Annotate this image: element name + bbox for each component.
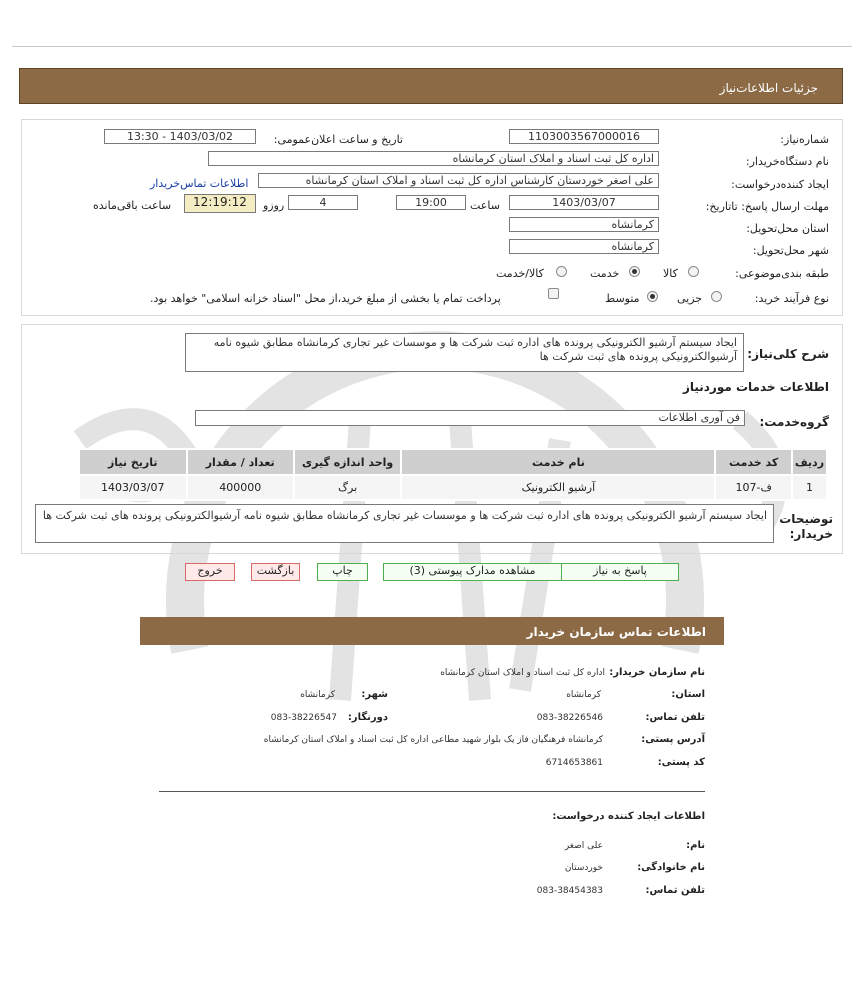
description-field: ایجاد سیستم آرشیو الکترونیکی پرونده های اداره ثبت شرکت ها و موسسات غیر تجاری کرمانشاه مطابق شیوه نامه آرشیوالکترونیکی پرونده های ثبت شرکت ها xyxy=(185,333,744,372)
reply-button[interactable]: پاسخ به نیاز xyxy=(561,563,679,581)
cell-quantity: 400000 xyxy=(187,475,294,500)
back-button[interactable]: بازگشت xyxy=(251,563,300,581)
treasury-payment-note: پرداخت تمام یا بخشی از مبلغ خرید،از محل "اسناد خزانه اسلامی" خواهد بود. xyxy=(150,292,501,305)
deadline-time-field: 19:00 xyxy=(396,195,466,210)
city-field: کرمانشاه xyxy=(509,239,659,254)
need-number-field: 1103003567000016 xyxy=(509,129,659,144)
process-radio-minor[interactable] xyxy=(711,291,722,302)
address-value: کرمانشاه فرهنگیان فاز یک بلوار شهید مطاعی اداره کل ثبت اسناد و املاک استان کرمانشاه xyxy=(263,735,603,745)
page-header xyxy=(19,68,843,104)
deadline-label: مهلت ارسال پاسخ: تاتاریخ: xyxy=(705,200,829,213)
process-option-medium: متوسط xyxy=(605,292,640,305)
announce-label: تاریخ و ساعت اعلان‌عمومی: xyxy=(273,133,403,146)
cell-need-date: 1403/03/07 xyxy=(79,475,187,500)
process-label: نوع فرآیند خرید: xyxy=(754,292,829,305)
service-group-field: فن آوری اطلاعات xyxy=(195,410,745,426)
need-number-label: شماره‌نیاز: xyxy=(780,133,829,146)
col-unit: واحد اندازه گیری xyxy=(294,449,401,475)
province-field: کرمانشاه xyxy=(509,217,659,232)
cell-unit: برگ xyxy=(294,475,401,500)
org-value: اداره کل ثبت اسناد و املاک استان کرمانشاه xyxy=(440,668,605,678)
col-quantity: تعداد / مقدار xyxy=(187,449,294,475)
services-table xyxy=(78,448,828,501)
contact-fax-value: 083-38226547 xyxy=(270,713,337,723)
buyer-notes-field: ایجاد سیستم آرشیو الکترونیکی پرونده های اداره ثبت شرکت ها و موسسات غیر تجاری کرمانشاه مطابق شیوه نامه آرشیوالکترونیکی پرونده های ثبت شرکت ها xyxy=(35,504,774,543)
postal-label: کد پستی: xyxy=(657,757,705,768)
deadline-date-field: 1403/03/07 xyxy=(509,195,659,210)
category-option-service: خدمت xyxy=(590,267,620,280)
contact-province-label: استان: xyxy=(671,689,705,700)
col-row: ردیف xyxy=(792,449,827,475)
buyer-contact-header xyxy=(140,617,724,645)
creator-family-value: خوردستان xyxy=(564,863,603,873)
exit-button[interactable]: خروج xyxy=(185,563,235,581)
process-radio-medium[interactable] xyxy=(647,291,658,302)
category-label: طبقه بندی‌موضوعی: xyxy=(735,267,829,280)
buyer-notes-label: توضیحات خریدار: xyxy=(779,512,833,541)
creator-field: علی اصغر خوردستان کارشناس اداره کل ثبت اسناد و املاک استان کرمانشاه xyxy=(258,173,659,188)
services-title: اطلاعات خدمات موردنیاز xyxy=(682,380,829,394)
category-radio-goods[interactable] xyxy=(688,266,699,277)
deadline-time-label: ساعت xyxy=(470,199,500,212)
process-option-minor: جزیی xyxy=(677,292,703,305)
city-label: شهر محل‌تحویل: xyxy=(752,244,829,257)
page-title: جزئیات اطلاعات‌نیاز xyxy=(719,81,818,95)
buyer-contact-title: اطلاعات تماس سازمان خریدار xyxy=(526,625,706,639)
postal-value: 6714653861 xyxy=(545,758,603,768)
days-field: 4 xyxy=(288,195,358,210)
buyer-org-field: اداره کل ثبت اسناد و املاک استان کرمانشاه xyxy=(208,151,659,166)
category-option-goods-service: کالا/خدمت xyxy=(496,267,544,280)
remaining-label: ساعت باقی‌مانده xyxy=(93,199,172,212)
creator-phone-label: تلفن تماس: xyxy=(645,885,705,896)
announce-date-field: 1403/03/02 - 13:30 xyxy=(104,129,256,144)
creator-info-title: اطلاعات ایجاد کننده درخواست: xyxy=(552,811,705,822)
treasury-payment-checkbox[interactable] xyxy=(548,288,559,299)
category-option-goods: کالا xyxy=(663,267,678,280)
remaining-time-field: 12:19:12 xyxy=(184,194,256,213)
col-need-date: تاریخ نیاز xyxy=(79,449,187,475)
need-details-panel xyxy=(21,119,843,316)
contact-fax-label: دورنگار: xyxy=(347,712,388,723)
services-table-header xyxy=(79,449,827,475)
contact-province-value: کرمانشاه xyxy=(566,690,601,700)
cell-service-name: آرشیو الکترونیک xyxy=(401,475,715,500)
category-radio-service[interactable] xyxy=(629,266,640,277)
address-label: آدرس پستی: xyxy=(641,734,705,745)
contact-phone-label: تلفن تماس: xyxy=(645,712,705,723)
print-button[interactable]: چاپ xyxy=(317,563,368,581)
col-service-code: کد خدمت xyxy=(715,449,791,475)
col-service-name: نام خدمت xyxy=(401,449,715,475)
days-label: روزو xyxy=(263,199,285,212)
cell-row: 1 xyxy=(792,475,827,500)
description-label: شرح کلی‌نیاز: xyxy=(747,347,829,361)
creator-phone-value: 083-38454383 xyxy=(536,886,603,896)
buyer-contact-link[interactable]: اطلاعات تماس‌خریدار xyxy=(150,177,249,190)
top-divider xyxy=(12,46,852,47)
creator-family-label: نام خانوادگی: xyxy=(637,862,705,873)
cell-service-code: ف-107 xyxy=(715,475,791,500)
contact-city-label: شهر: xyxy=(361,689,388,700)
contact-phone-value: 083-38226546 xyxy=(536,713,603,723)
service-group-label: گروه‌خدمت: xyxy=(759,415,829,429)
creator-name-label: نام: xyxy=(686,840,705,851)
org-label: نام سازمان خریدار: xyxy=(609,667,705,678)
creator-label: ایجاد کننده‌درخواست: xyxy=(731,178,829,191)
buyer-org-label: نام دستگاه‌خریدار: xyxy=(745,155,829,168)
contact-city-value: کرمانشاه xyxy=(300,690,335,700)
creator-name-value: علی اصغر xyxy=(564,841,603,851)
attachments-button[interactable]: مشاهده مدارک پیوستی (3) xyxy=(383,563,562,581)
table-row xyxy=(79,475,827,500)
province-label: استان محل‌تحویل: xyxy=(746,222,829,235)
category-radio-goods-service[interactable] xyxy=(556,266,567,277)
contact-separator xyxy=(159,791,705,792)
